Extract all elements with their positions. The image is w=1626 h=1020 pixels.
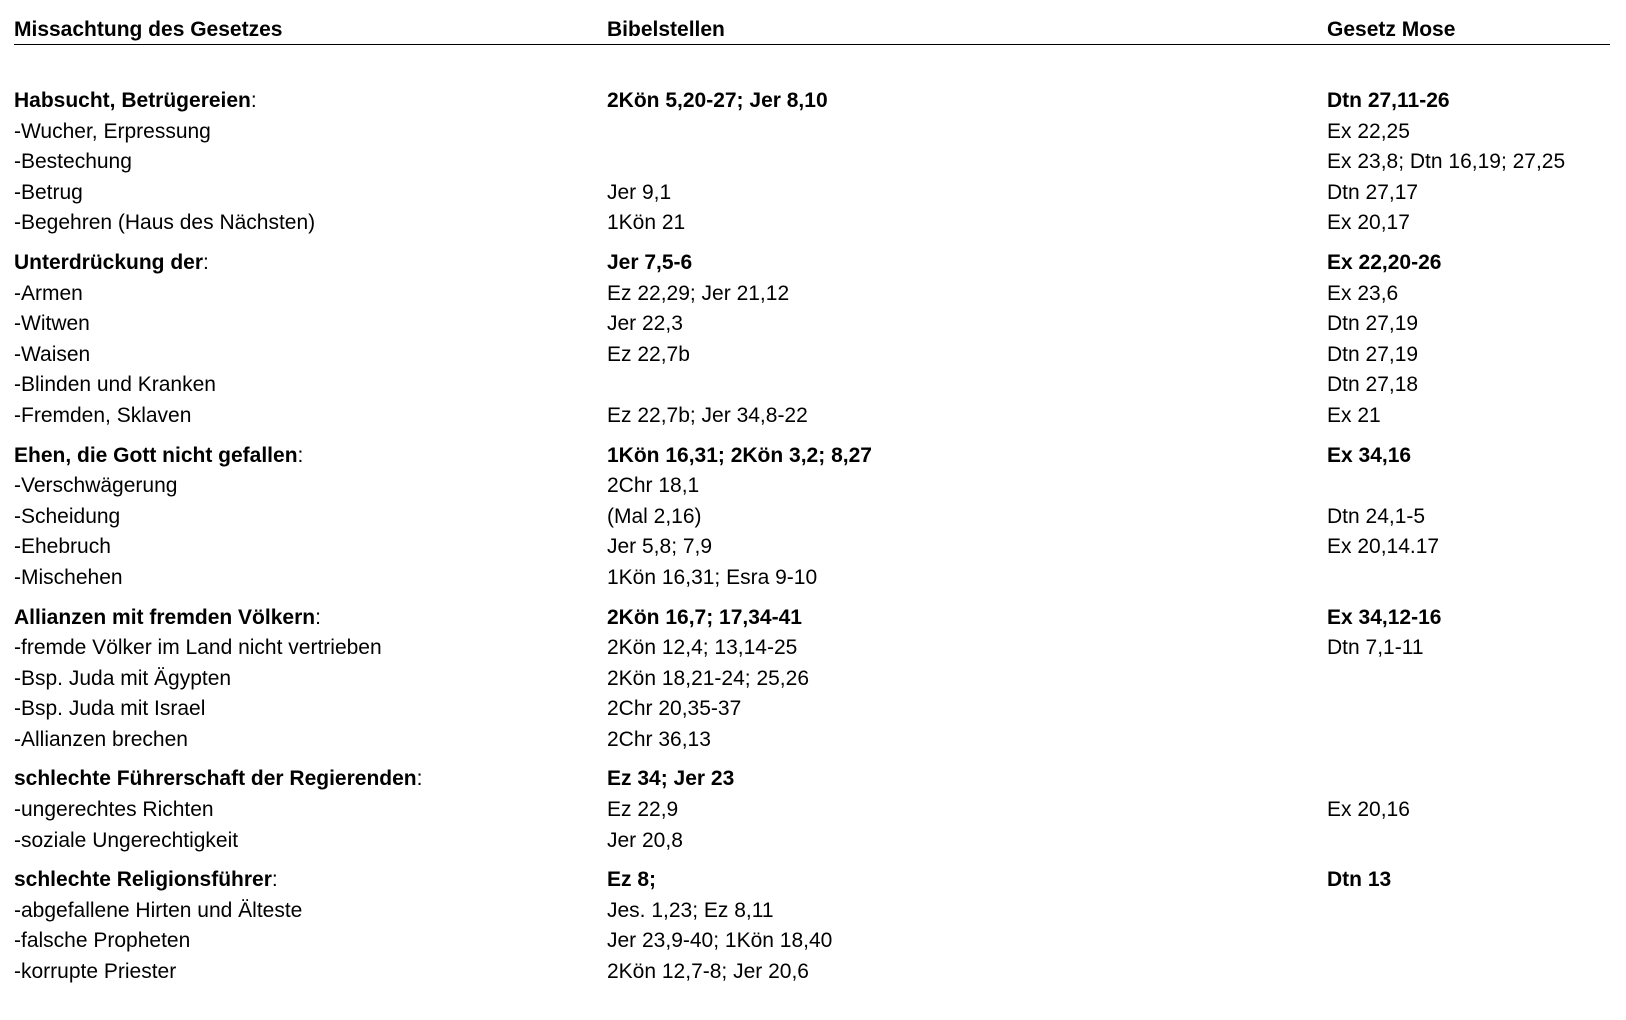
row-law: Dtn 27,17 <box>1327 180 1419 204</box>
row-refs: 1Kön 21 <box>607 211 686 235</box>
row-law: Dtn 7,1-11 <box>1327 636 1424 660</box>
section-title-text: Allianzen mit fremden Völkern <box>14 605 316 629</box>
table-row <box>14 795 1614 826</box>
table-row <box>14 826 1614 857</box>
row-refs: Jes. 1,23; Ez 8,11 <box>607 898 774 922</box>
section-title-colon: : <box>250 89 257 112</box>
row-item: -Armen <box>14 281 83 305</box>
table-row <box>14 694 1614 725</box>
table-row <box>14 147 1614 178</box>
row-item: -Witwen <box>14 312 90 336</box>
section-law: Ex 22,20-26 <box>1327 250 1442 274</box>
table-row <box>14 279 1614 310</box>
section-heading-row <box>14 86 1614 117</box>
table-row <box>14 401 1614 432</box>
section-refs: Ez 34; Jer 23 <box>607 767 735 791</box>
section-title-colon: : <box>297 443 304 467</box>
row-law: Ex 23,6 <box>1327 281 1399 305</box>
section <box>14 86 1614 239</box>
table-row <box>14 725 1614 756</box>
row-law: Ex 22,25 <box>1327 119 1410 143</box>
row-item: -Scheidung <box>14 504 121 528</box>
section-title-text: schlechte Religionsführer <box>14 868 272 892</box>
table-row <box>14 926 1614 957</box>
row-refs: (Mal 2,16) <box>607 504 702 528</box>
row-item: -Begehren (Haus des Nächsten) <box>14 211 316 235</box>
section-law: Dtn 13 <box>1327 868 1392 892</box>
section-title <box>14 86 257 117</box>
row-refs: 2Chr 20,35-37 <box>607 697 742 721</box>
section-refs: 1Kön 16,31; 2Kön 3,2; 8,27 <box>607 443 872 467</box>
section-title-colon: : <box>271 868 278 892</box>
row-refs: 2Kön 18,21-24; 25,26 <box>607 666 810 690</box>
section-heading-row <box>14 441 1614 472</box>
section-title-text: schlechte Führerschaft der Regierenden <box>14 767 417 791</box>
section-heading-row <box>14 603 1614 634</box>
row-law: Ex 20,17 <box>1327 211 1410 235</box>
row-refs: Ez 22,7b; Jer 34,8-22 <box>607 403 808 427</box>
row-item: -Bestechung <box>14 150 132 174</box>
section <box>14 603 1614 756</box>
section-title-text: Habsucht, Betrügereien <box>14 89 251 112</box>
section <box>14 248 1614 432</box>
row-law: Dtn 27,19 <box>1327 312 1419 336</box>
row-item: -soziale Ungerechtigkeit <box>14 828 239 852</box>
section-refs: 2Kön 5,20-27; Jer 8,10 <box>607 89 828 112</box>
row-refs: Jer 23,9-40; 1Kön 18,40 <box>607 929 833 953</box>
table-row <box>14 563 1614 594</box>
row-item: -falsche Propheten <box>14 929 191 953</box>
row-law: Dtn 24,1-5 <box>1327 504 1426 528</box>
document <box>14 0 1614 984</box>
row-refs: 2Chr 36,13 <box>607 727 711 751</box>
table-row <box>14 208 1614 239</box>
table-row <box>14 502 1614 533</box>
header-col-gesetz-mose: Gesetz Mose <box>1327 18 1456 41</box>
table-body <box>14 86 1614 997</box>
section-title <box>14 764 422 795</box>
row-refs: 2Kön 12,4; 13,14-25 <box>607 636 798 660</box>
section-title-text: Unterdrückung der <box>14 250 204 274</box>
row-refs: Jer 20,8 <box>607 828 683 852</box>
section-refs: Ez 8; <box>607 868 657 892</box>
section <box>14 441 1614 594</box>
section-title <box>14 603 321 634</box>
row-item: -fremde Völker im Land nicht vertrieben <box>14 636 382 660</box>
row-item: -Fremden, Sklaven <box>14 403 192 427</box>
section-heading-row <box>14 248 1614 279</box>
row-item: -Allianzen brechen <box>14 727 188 751</box>
table-row <box>14 664 1614 695</box>
section <box>14 764 1614 856</box>
section-heading-row <box>14 764 1614 795</box>
table-row <box>14 633 1614 664</box>
row-refs: 2Chr 18,1 <box>607 474 700 498</box>
table-row <box>14 340 1614 371</box>
row-law: Ex 23,8; Dtn 16,19; 27,25 <box>1327 150 1566 174</box>
table-row <box>14 178 1614 209</box>
table-row <box>14 117 1614 148</box>
row-law: Ex 20,14.17 <box>1327 535 1440 559</box>
row-refs: Jer 22,3 <box>607 312 683 336</box>
header-col-bibelstellen: Bibelstellen <box>607 18 725 41</box>
table-row <box>14 532 1614 563</box>
row-refs: Ez 22,7b <box>607 342 690 366</box>
row-refs: 2Kön 12,7-8; Jer 20,6 <box>607 960 809 984</box>
table-row <box>14 896 1614 927</box>
row-refs: Ez 22,9 <box>607 798 679 822</box>
row-item: -Bsp. Juda mit Israel <box>14 697 206 721</box>
table-header <box>14 0 1610 45</box>
header-col-missachtung: Missachtung des Gesetzes <box>14 18 283 41</box>
row-law: Dtn 27,19 <box>1327 342 1419 366</box>
section-title-text: Ehen, die Gott nicht gefallen <box>14 443 298 467</box>
row-law: Ex 21 <box>1327 403 1381 427</box>
row-item: -Blinden und Kranken <box>14 373 216 397</box>
section-title <box>14 865 278 896</box>
row-item: -ungerechtes Richten <box>14 798 214 822</box>
section <box>14 865 1614 987</box>
row-item: -korrupte Priester <box>14 960 177 984</box>
row-law: Ex 20,16 <box>1327 798 1410 822</box>
section-title-colon: : <box>315 605 321 629</box>
section-title <box>14 248 209 279</box>
row-item: -Mischehen <box>14 565 123 589</box>
row-item: -Wucher, Erpressung <box>14 119 211 143</box>
section-refs: Jer 7,5-6 <box>607 250 693 274</box>
section-law: Ex 34,16 <box>1327 443 1412 467</box>
table-row <box>14 471 1614 502</box>
table-row <box>14 309 1614 340</box>
section-title-colon: : <box>416 767 423 791</box>
row-item: -Betrug <box>14 180 83 204</box>
row-item: -abgefallene Hirten und Älteste <box>14 898 303 922</box>
section-title <box>14 441 303 472</box>
table-row <box>14 370 1614 401</box>
row-item: -Bsp. Juda mit Ägypten <box>14 666 232 690</box>
row-law: Dtn 27,18 <box>1327 373 1419 397</box>
section-law: Dtn 27,11-26 <box>1327 89 1450 112</box>
section-refs: 2Kön 16,7; 17,34-41 <box>607 605 802 629</box>
row-refs: Jer 5,8; 7,9 <box>607 535 713 559</box>
row-refs: Ez 22,29; Jer 21,12 <box>607 281 790 305</box>
row-refs: Jer 9,1 <box>607 180 672 204</box>
row-item: -Waisen <box>14 342 91 366</box>
row-refs: 1Kön 16,31; Esra 9-10 <box>607 565 818 589</box>
section-heading-row <box>14 865 1614 896</box>
row-item: -Ehebruch <box>14 535 111 559</box>
section-title-colon: : <box>203 250 209 274</box>
row-item: -Verschwägerung <box>14 474 178 498</box>
table-row <box>14 957 1614 988</box>
section-law: Ex 34,12-16 <box>1327 605 1442 629</box>
